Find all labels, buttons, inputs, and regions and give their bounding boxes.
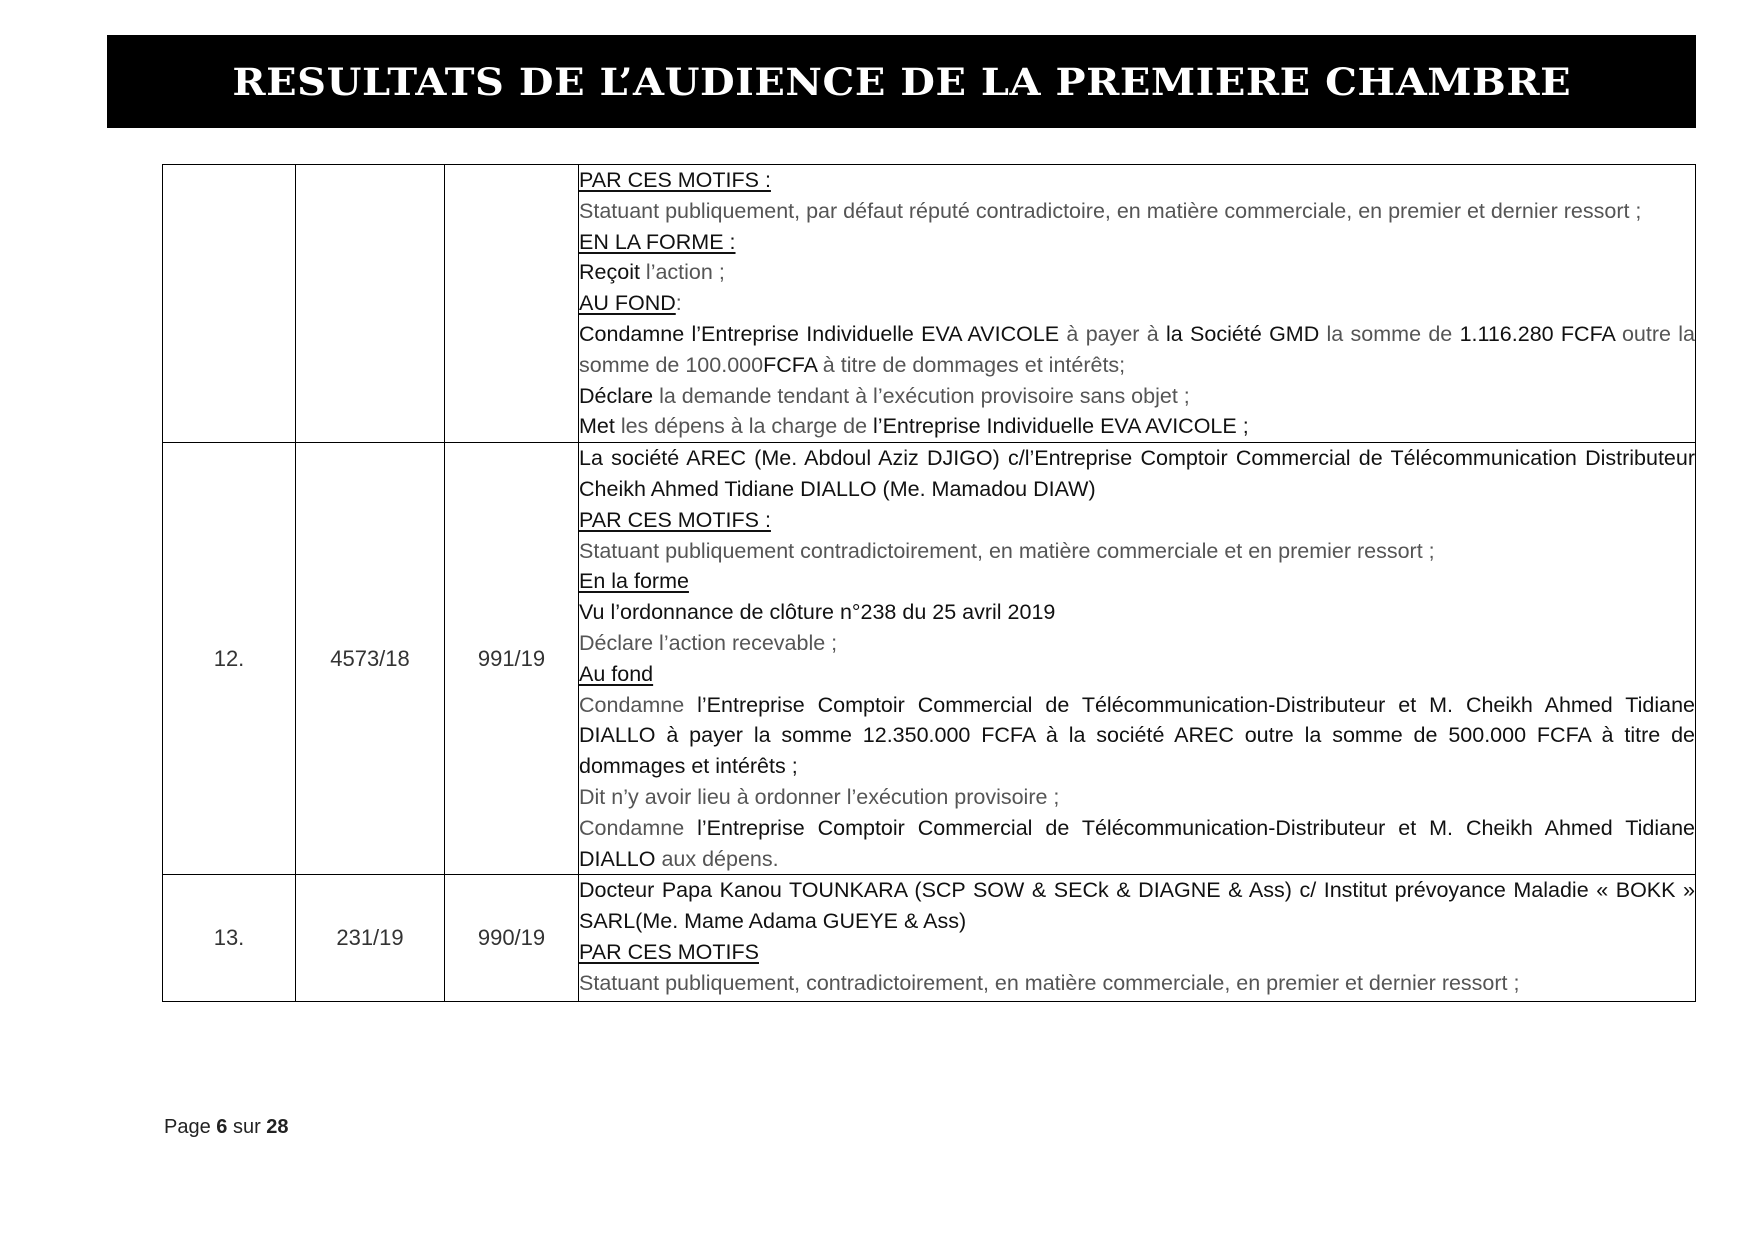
section-heading [579,165,1695,196]
plain-text: les dépens à la charge de [614,414,874,439]
section-heading [579,505,1695,536]
decision-line [579,782,1695,813]
bold-text: Condamne l’Entreprise Individuelle EVA AVICOLE [579,321,1060,346]
footer-page-total: 28 [266,1116,289,1138]
decision-line [579,196,1695,227]
heading-text: PAR CES MOTIFS : [579,168,771,192]
bold-text: Reçoit [579,260,640,285]
case-number-cell: 13. [163,875,296,1001]
heading-text: PAR CES MOTIFS [579,939,759,964]
footer-page-number: 6 [216,1116,228,1138]
decision-line [579,597,1695,628]
decision-line [579,536,1695,567]
results-table [162,164,1696,1002]
plain-text: à titre de dommages et intérêts; [816,352,1126,377]
footer-prefix: Page [164,1116,217,1138]
section-heading [579,566,1695,597]
repertoire-number-cell: 991/19 [445,443,579,875]
heading-text: Au fond [579,661,654,686]
plain-text: Statuant publiquement, contradictoirement, en matière commerciale, en premier et dernier ressort ; [579,970,1520,995]
table-row [163,443,1696,875]
table-row [163,875,1696,1001]
plain-text: aux dépens. [655,846,779,871]
decision-line [579,319,1695,381]
plain-text: Condamne [579,815,698,840]
bold-text: l’Entreprise Individuelle EVA AVICOLE ; [873,414,1249,439]
decision-cell [579,443,1696,875]
case-number-cell: 12. [163,443,296,875]
plain-text: Condamne [579,692,698,717]
decision-line [579,813,1695,875]
plain-text: Statuant publiquement, par défaut réputé contradictoire, en matière commerciale, en premier et dernier ressort ; [579,198,1642,223]
repertoire-number-cell [445,165,579,443]
footer-separator: sur [227,1116,267,1138]
decision-cell [579,875,1696,1001]
parties-line [579,875,1695,937]
decision-line [579,968,1695,999]
plain-text: à payer à [1059,321,1167,346]
heading-text: EN LA FORME : [579,229,736,254]
bold-text: l’Entreprise Comptoir Commercial de Télécommunication-Distributeur et M. Cheikh Ahmed Tidiane DIALLO [579,815,1696,871]
section-heading [579,227,1695,258]
section-heading [579,659,1695,690]
decision-line [579,381,1695,412]
decision-cell [579,165,1696,443]
rg-number-cell: 4573/18 [296,443,445,875]
heading-text: En la forme [579,569,689,594]
plain-text: outre la somme de 100.000 [579,321,1696,377]
bold-text: l’Entreprise Comptoir Commercial de Télécommunication-Distributeur et M. Cheikh Ahmed Tidiane DIALLO à payer la somme 12.350.000 FCFA à la société AREC outre la somme de 500.000 FCFA à titre de dommages et intérêts ; [579,692,1696,779]
decision-line [579,411,1695,442]
table-row [163,165,1696,443]
plain-text: La société AREC (Me. Abdoul Aziz DJIGO) c/l’Entreprise Comptoir Commercial de Télécommunication Distributeur Cheikh Ahmed Tidiane DIALLO (Me. Mamadou DIAW) [579,446,1695,501]
section-heading [579,288,1695,319]
plain-text: Dit n’y avoir lieu à ordonner l’exécution provisoire ; [579,784,1060,809]
decision-line [579,257,1695,288]
plain-text: Déclare l’action recevable ; [579,630,838,655]
page-title: RESULTATS DE L’AUDIENCE DE LA PREMIERE CHAMBRE [232,59,1571,104]
rg-number-cell: 231/19 [296,875,445,1001]
repertoire-number-cell: 990/19 [445,875,579,1001]
plain-text: Statuant publiquement contradictoirement, en matière commerciale et en premier ressort ; [579,538,1435,563]
page-footer [164,1116,289,1139]
plain-text: l’action ; [639,260,725,285]
plain-text: la demande tendant à l’exécution provisoire sans objet ; [653,383,1190,408]
parties-line [579,443,1695,505]
decision-line [579,690,1695,782]
bold-text: Déclare [579,383,654,408]
decision-line [579,628,1695,659]
heading-text: AU FOND [579,291,676,316]
header-banner [107,35,1696,128]
bold-text: FCFA [763,352,817,377]
heading-text: PAR CES MOTIFS : [579,507,771,532]
section-heading [579,937,1695,968]
bold-text: 1.116.280 FCFA [1459,321,1615,346]
bold-text: Vu l’ordonnance de clôture n°238 du 25 avril 2019 [579,600,1056,625]
plain-text: Docteur Papa Kanou TOUNKARA (SCP SOW & SECk & DIAGNE & Ass) c/ Institut prévoyance Maladie « BOKK » SARL(Me. Mame Adama GUEYE & Ass) [579,878,1695,934]
plain-text: la somme de [1319,321,1460,346]
bold-text: la Société GMD [1166,321,1320,346]
plain-text: : [675,291,682,316]
bold-text: Met [579,414,615,439]
rg-number-cell [296,165,445,443]
case-number-cell [163,165,296,443]
